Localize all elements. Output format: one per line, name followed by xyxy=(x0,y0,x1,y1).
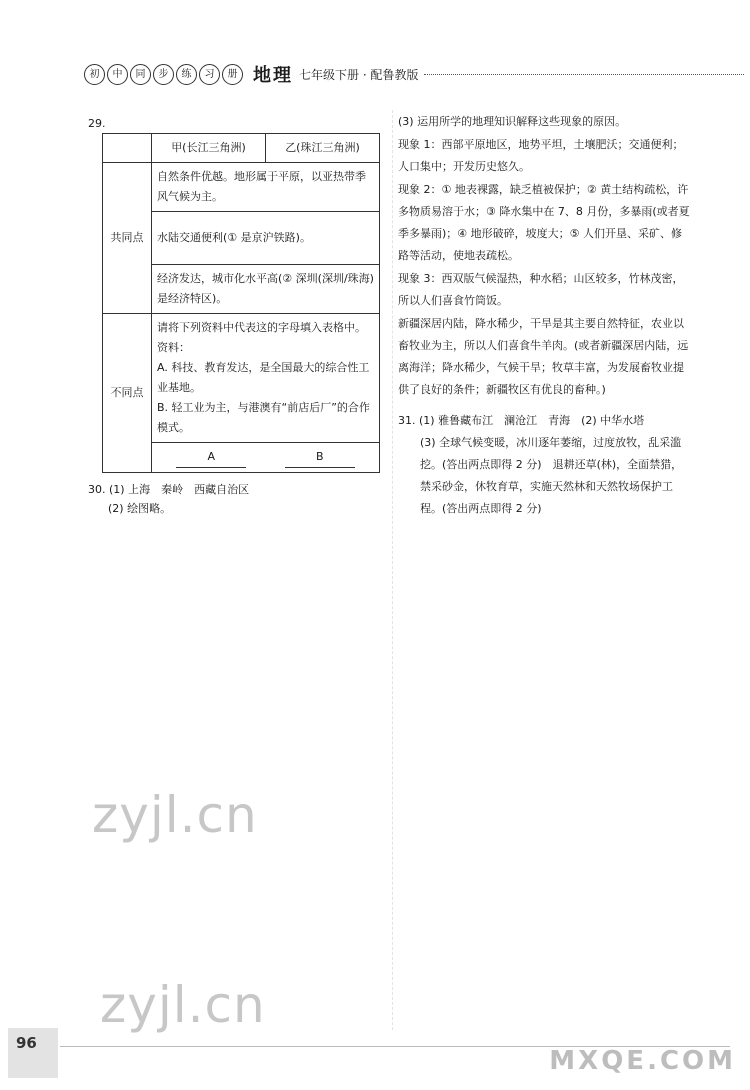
series-title xyxy=(84,64,245,85)
series-char: 练 xyxy=(176,64,197,85)
watermark-text: zyjl.cn xyxy=(100,976,266,1034)
diff-material-cell xyxy=(152,314,380,443)
xinjiang-note: 新疆深居内陆，降水稀少，干旱是其主要自然特征，农业以畜牧业为主，所以人们喜食牛羊肉。(或者新疆深居内陆，远离海洋；降水稀少，气候干旱；牧草丰富，为发展畜牧业提供了良好的条件；新疆牧区有优良的畜种。) xyxy=(398,317,689,396)
diff-instruction: 请将下列资料中代表这的字母填入表格中。 xyxy=(157,321,366,334)
q29-part3 xyxy=(398,111,690,402)
series-char: 初 xyxy=(84,64,105,85)
q31-line-1: 31. (1) 雅鲁藏布江 澜沧江 青海 (2) 中华水塔 xyxy=(398,414,645,427)
q31-line-2: (3) 全球气候变暖，冰川逐年萎缩，过度放牧，乱采滥挖。(答出两点即得 2 分) 退耕还草(林)，全面禁猎，禁采砂金，休牧育草，实施天然林和天然牧场保护工程。(答出两点即得 2 分) xyxy=(420,436,683,515)
watermark-text: zyjl.cn xyxy=(92,786,258,844)
row-header-diff: 不同点 xyxy=(103,314,152,473)
question-29-number: 29. xyxy=(88,117,106,130)
column-gutter xyxy=(392,110,393,1030)
diff-material-label: 资料： xyxy=(157,341,190,354)
series-char: 同 xyxy=(130,64,151,85)
question-30 xyxy=(88,480,249,518)
diff-material-a: A. 科技、教育发达，是全国最大的综合性工业基地。 xyxy=(157,361,370,394)
page-header xyxy=(84,60,744,88)
answer-b: B xyxy=(285,447,355,468)
series-char: 习 xyxy=(199,64,220,85)
q30-line-1: 30. (1) 上海 秦岭 西藏自治区 xyxy=(88,483,250,496)
subject-title: 地理 xyxy=(253,65,293,86)
common-cell-1: 自然条件优越。地形属于平原，以亚热带季风气候为主。 xyxy=(152,163,380,212)
edition-label: 七年级下册 · 配鲁教版 xyxy=(299,67,419,82)
series-char: 中 xyxy=(107,64,128,85)
table-row xyxy=(103,314,380,443)
series-char: 步 xyxy=(153,64,174,85)
common-cell-3: 经济发达，城市化水平高(② 深圳(深圳/珠海)是经济特区)。 xyxy=(152,265,380,314)
q30-line-2: (2) 绘图略。 xyxy=(108,502,172,515)
diff-answer-cell xyxy=(152,443,380,473)
column-header-a: 甲(长江三角洲) xyxy=(152,134,266,163)
answer-a: A xyxy=(176,447,246,468)
table-row xyxy=(103,163,380,212)
table-corner-cell xyxy=(103,134,152,163)
q29-answer-table xyxy=(102,133,380,473)
page-number: 96 xyxy=(16,1034,37,1052)
row-header-common: 共同点 xyxy=(103,163,152,314)
phenomenon-1: 现象 1：西部平原地区，地势平坦，土壤肥沃；交通便利；人口集中；开发历史悠久。 xyxy=(398,138,684,173)
column-header-b: 乙(珠江三角洲) xyxy=(265,134,379,163)
table-header-row xyxy=(103,134,380,163)
site-watermark: MXQE.COM xyxy=(549,1046,736,1076)
question-31 xyxy=(398,410,690,520)
dotted-leader xyxy=(424,74,744,75)
common-cell-2: 水陆交通便利(① 是京沪铁路)。 xyxy=(152,212,380,265)
phenomenon-2: 现象 2：① 地表裸露，缺乏植被保护；② 黄土结构疏松，许多物质易溶于水；③ 降水集中在 7、8 月份，多暴雨(或者夏季多暴雨)；④ 地形破碎，坡度大；⑤ 人们开垦、采矿、修路等活动，使地表疏松。 xyxy=(398,183,690,262)
phenomenon-3: 现象 3：西双版气候湿热，种水稻；山区较多，竹林茂密，所以人们喜食竹筒饭。 xyxy=(398,272,684,307)
part3-intro: (3) 运用所学的地理知识解释这些现象的原因。 xyxy=(398,115,627,128)
diff-material-b: B. 轻工业为主，与港澳有“前店后厂”的合作模式。 xyxy=(157,401,370,434)
diff-answer-row xyxy=(157,447,374,468)
series-char: 册 xyxy=(222,64,243,85)
